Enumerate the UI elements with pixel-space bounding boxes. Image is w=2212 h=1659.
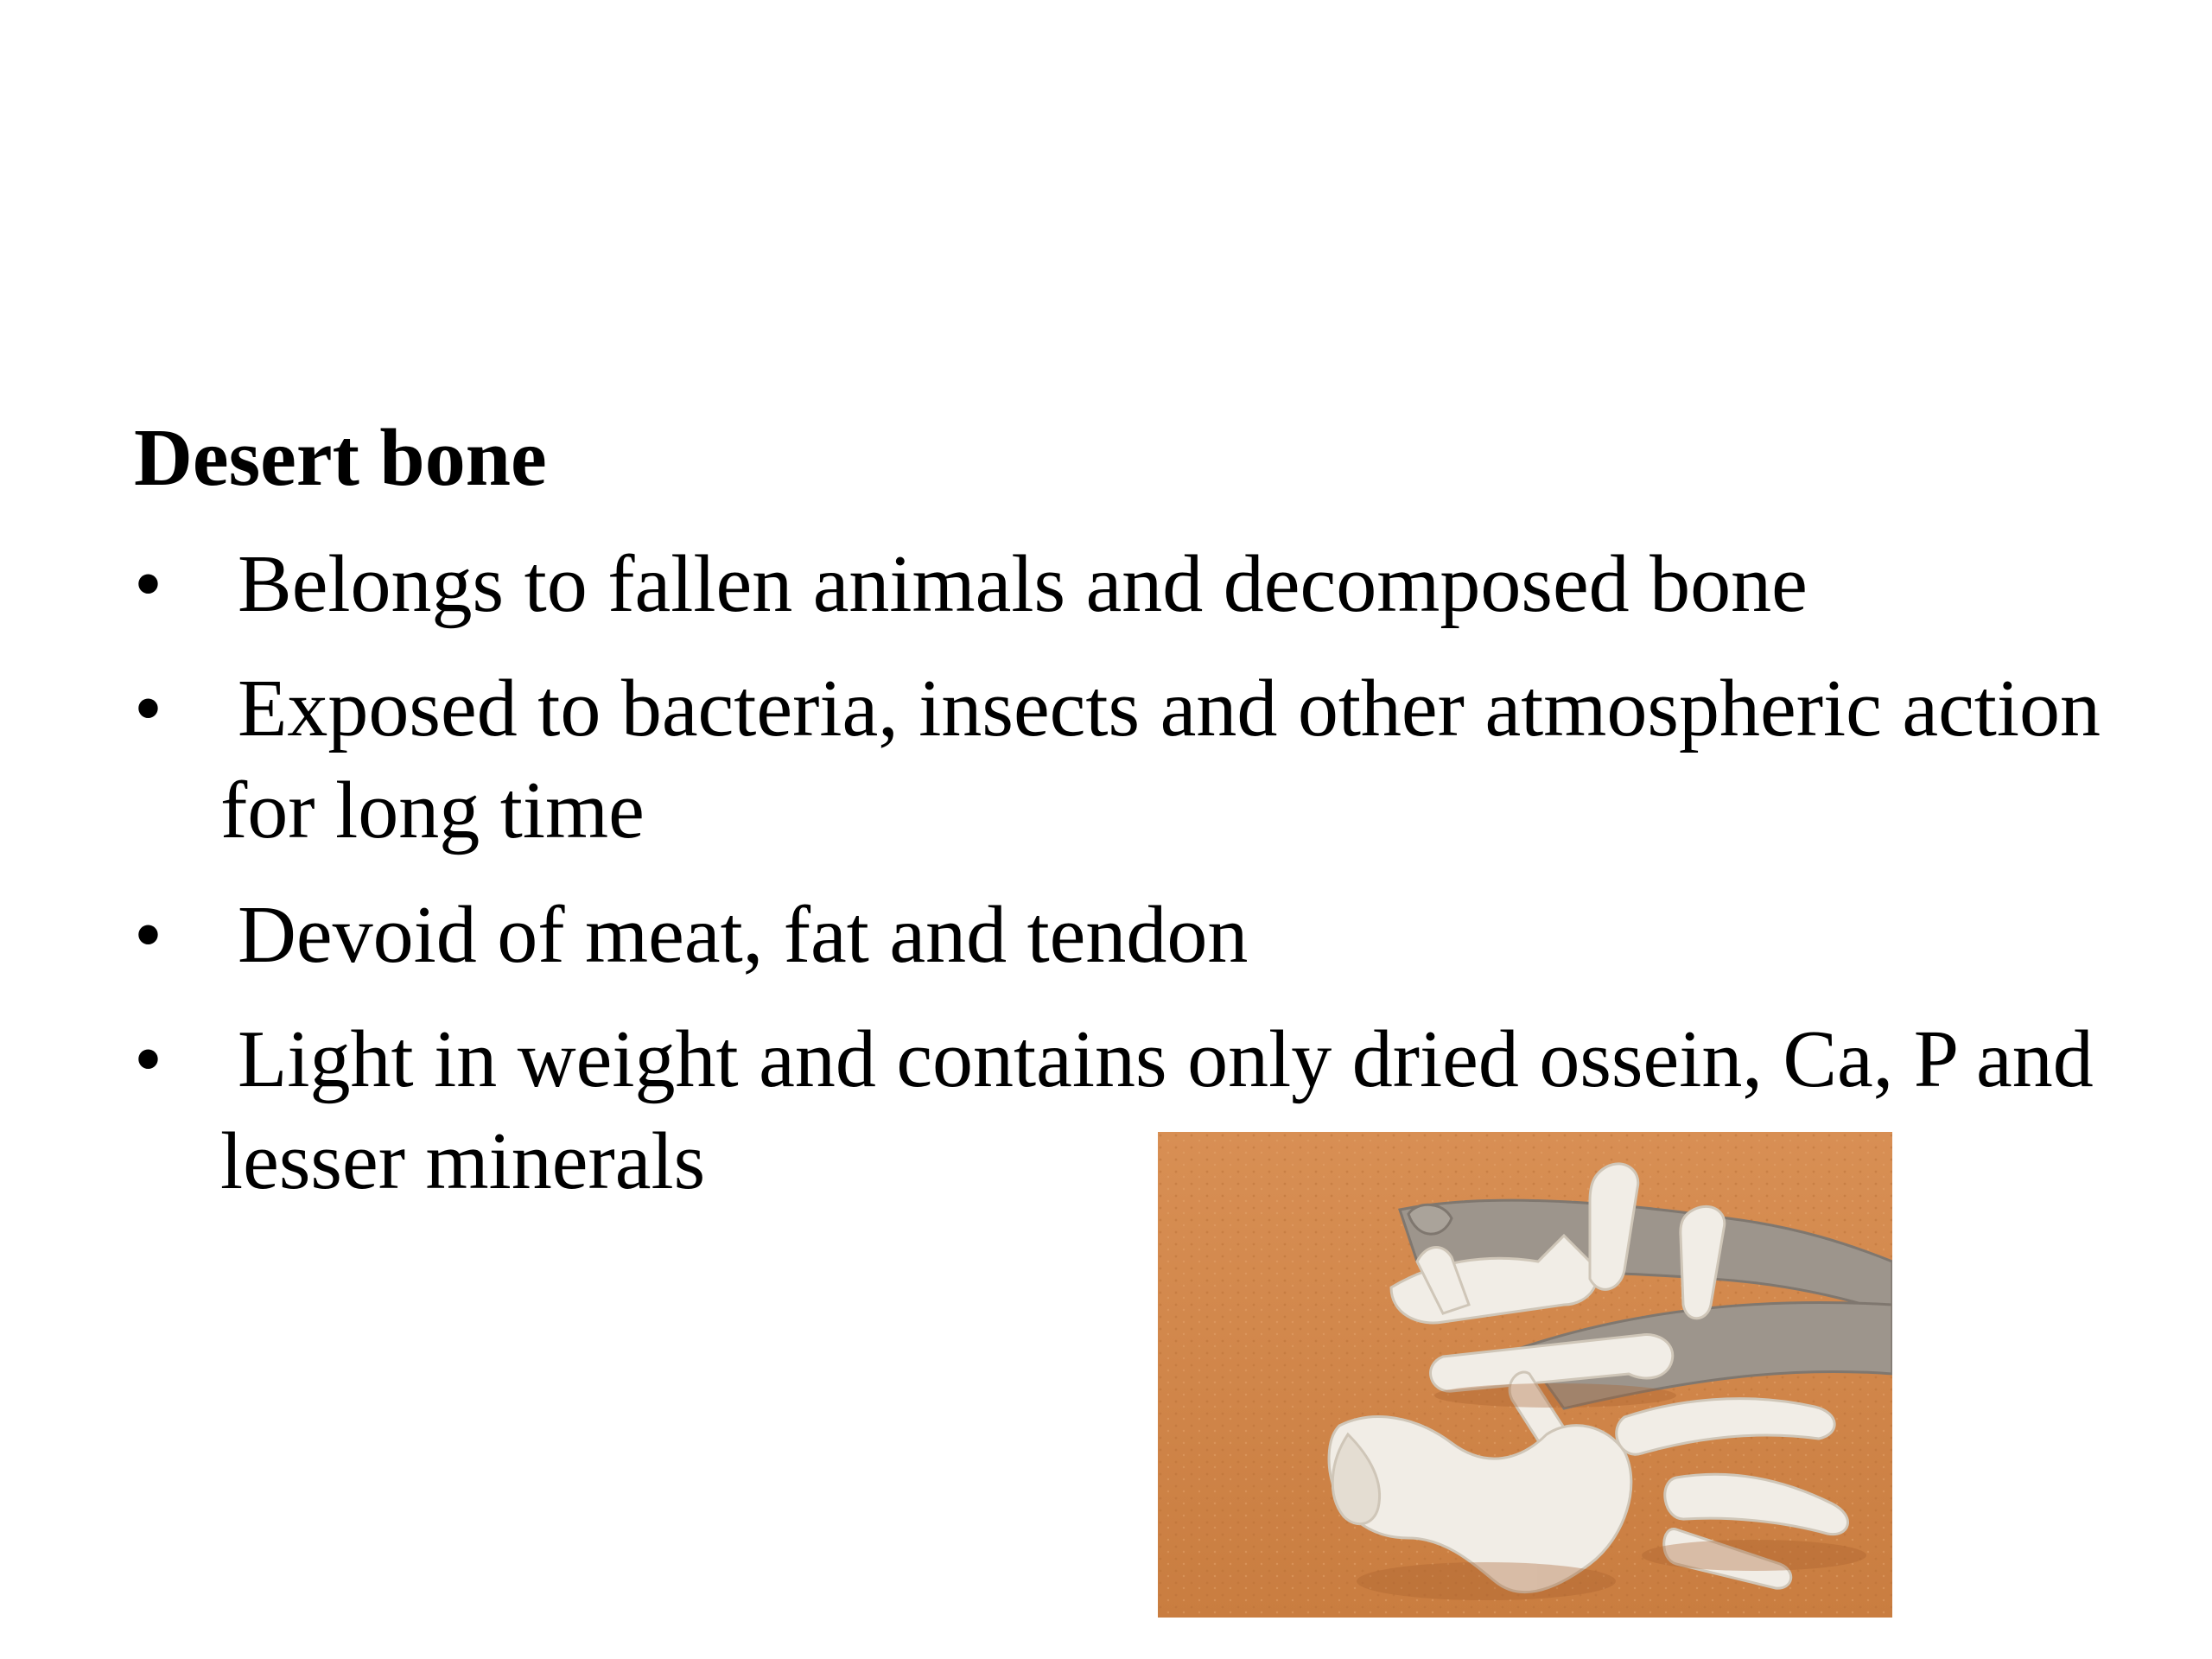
bullet-marker: •	[134, 1014, 162, 1104]
bullet-marker: •	[134, 664, 162, 753]
bullet-item	[134, 533, 2121, 635]
bullet-text: Light in weight and contains only dried ossein, Ca, P and lesser minerals	[220, 1014, 2094, 1206]
bullet-list	[134, 533, 2121, 1235]
bullet-item	[134, 884, 2121, 986]
bullet-text: Belongs to fallen animals and decomposed bone	[238, 539, 1808, 629]
bullet-text: Devoid of meat, fat and tendon	[238, 890, 1249, 980]
bullet-marker: •	[134, 539, 162, 629]
bullet-marker: •	[134, 890, 162, 980]
bullet-item	[134, 658, 2121, 861]
desert-bones-photo	[1158, 1132, 1892, 1618]
desert-bones-illustration	[1158, 1132, 1892, 1618]
slide-title: Desert bone	[134, 413, 547, 503]
bullet-text: Exposed to bacteria, insects and other atmospheric action for long time	[220, 664, 2101, 855]
